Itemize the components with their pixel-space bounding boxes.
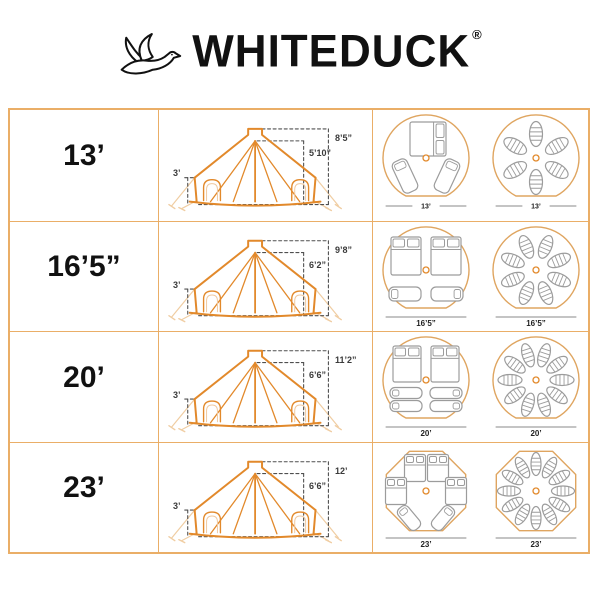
peak-height-label: 8’5” (335, 133, 353, 143)
tent-diagram-cell (158, 332, 372, 442)
registered-trademark: ® (472, 27, 482, 42)
wall-height-label: 3’ (173, 390, 181, 400)
inner-height-label: 6’2” (309, 259, 327, 270)
tent-diagram-cell (158, 443, 372, 553)
svg-text:23’: 23’ (529, 539, 542, 549)
svg-text:16’5”: 16’5” (415, 318, 436, 328)
brand-name: WHITEDUCK (192, 26, 471, 77)
inner-height-label: 5’10” (309, 148, 332, 158)
size-label: 20’ (63, 360, 105, 394)
brand-logo (118, 27, 481, 81)
floor-plan-beds (375, 111, 477, 219)
svg-text:20’: 20’ (419, 429, 432, 438)
size-row-23ft (10, 442, 588, 553)
size-row-13ft (10, 110, 588, 221)
duck-icon (118, 31, 182, 81)
floor-plan-sleeping-bags (485, 333, 587, 441)
size-row-20ft (10, 331, 588, 442)
svg-text:13’: 13’ (420, 203, 431, 211)
peak-height-label: 9’8” (335, 244, 353, 255)
size-label-cell (10, 443, 158, 553)
tent-side-view-diagram (159, 443, 372, 553)
floor-plan-sleeping-bags (485, 444, 587, 552)
floor-plans-cell (372, 332, 588, 442)
floor-plan-sleeping-bags (485, 223, 587, 331)
svg-text:13’: 13’ (530, 203, 541, 211)
size-label: 13’ (63, 139, 105, 173)
floor-plan-beds (375, 333, 477, 441)
peak-height-label: 11’2” (335, 355, 357, 365)
size-label-cell (10, 332, 158, 442)
size-label: 16’5” (47, 250, 121, 284)
inner-height-label: 6’6” (309, 370, 327, 380)
size-label-cell (10, 222, 158, 332)
floor-plans-cell (372, 110, 588, 221)
peak-height-label: 12’ (335, 465, 348, 476)
size-comparison-table (8, 108, 590, 554)
svg-text:23’: 23’ (419, 539, 432, 549)
inner-height-label: 6’6” (309, 480, 327, 491)
floor-plan-beds (375, 223, 477, 331)
size-label: 23’ (63, 471, 105, 505)
floor-plan-sleeping-bags (485, 111, 587, 219)
tent-diagram-cell (158, 110, 372, 221)
wall-height-label: 3’ (173, 500, 181, 511)
wall-height-label: 3’ (173, 279, 181, 290)
floor-plans-cell (372, 222, 588, 332)
tent-side-view-diagram (159, 332, 372, 442)
floor-plan-beds (375, 444, 477, 552)
size-label-cell (10, 110, 158, 221)
tent-side-view-diagram (159, 222, 372, 332)
svg-text:20’: 20’ (529, 429, 542, 438)
svg-text:16’5”: 16’5” (525, 318, 546, 328)
size-row-16ft5 (10, 221, 588, 332)
tent-side-view-diagram (159, 110, 372, 221)
brand-header (0, 0, 600, 108)
wall-height-label: 3’ (173, 168, 181, 178)
tent-diagram-cell (158, 222, 372, 332)
floor-plans-cell (372, 443, 588, 553)
